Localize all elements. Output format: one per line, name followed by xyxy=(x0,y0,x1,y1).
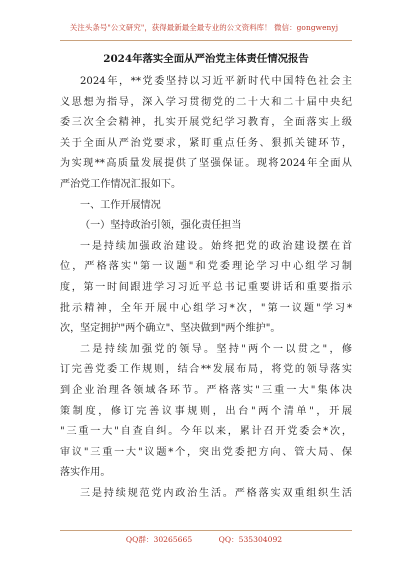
body-line: 策制度，修订完善议事规则，出台"两个清单"，开展 xyxy=(60,405,352,417)
document-page xyxy=(60,48,352,504)
body-line: 位，严格落实"第一议题"和党委理论学习中心组学习制 xyxy=(60,261,352,273)
document-title: 2024年落实全面从严治党主体责任情况报告 xyxy=(103,53,309,65)
body-line: 订完善党委工作规则，结合**发展布局，将党的领导落实 xyxy=(60,364,352,376)
document-body xyxy=(60,72,352,504)
body-line: 严治党工作情况汇报如下。 xyxy=(60,178,182,190)
body-line: 2024年，**党委坚持以习近平新时代中国特色社会主 xyxy=(80,76,352,87)
body-line: 关于全面从严治党要求，紧盯重点任务、狠抓关键环节， xyxy=(60,137,352,149)
body-line: 三是持续规范党内政治生活。严格落实双重组织生活 xyxy=(80,487,352,499)
body-line: 一、工作开展情况 xyxy=(80,199,161,211)
body-line: 为实现**高质量发展提供了坚强保证。现将2024年全面从 xyxy=(60,158,352,170)
body-line: 审议"三重一大"议题*个，突出党委把方向、管大局、保 xyxy=(60,446,352,458)
body-line: 批示精神，全年开展中心组学习*次，"第一议题"学习* xyxy=(60,302,352,314)
body-line: （一）坚持政治引领，强化责任担当 xyxy=(80,220,242,232)
body-line: 二是持续加强党的领导。坚持"两个一以贯之"，修 xyxy=(80,343,352,355)
body-line: 到企业治理各领域各环节。严格落实"三重一大"集体决 xyxy=(60,384,352,396)
header-notice: 关注头条号"公文研究"，获得最新最全最专业的公文资料库！ 微信：gongwenyj xyxy=(69,23,339,32)
body-line: 委三次全会精神，扎实开展党纪学习教育，全面落实上级 xyxy=(60,117,352,129)
footer-qq-group: QQ群：30265665 xyxy=(125,535,193,544)
body-line: 一是持续加强政治建设。始终把党的政治建设摆在首 xyxy=(80,240,352,252)
footer-qq: QQ：535304092 xyxy=(218,535,283,544)
body-line: 度，第一时间跟进学习习近平总书记重要讲话和重要指示 xyxy=(60,281,352,293)
footer-divider xyxy=(60,530,352,531)
header-divider xyxy=(60,40,352,41)
body-line: 次，坚定拥护"两个确立"、坚决做到"两个维护"。 xyxy=(60,323,281,335)
body-line: 落实作用。 xyxy=(60,467,111,479)
footer-contact xyxy=(0,534,408,545)
body-line: "三重一大"自查自纠。今年以来，累计召开党委会*次， xyxy=(60,426,352,438)
body-line: 义思想为指导，深入学习贯彻党的二十大和二十届中央纪 xyxy=(60,96,352,108)
